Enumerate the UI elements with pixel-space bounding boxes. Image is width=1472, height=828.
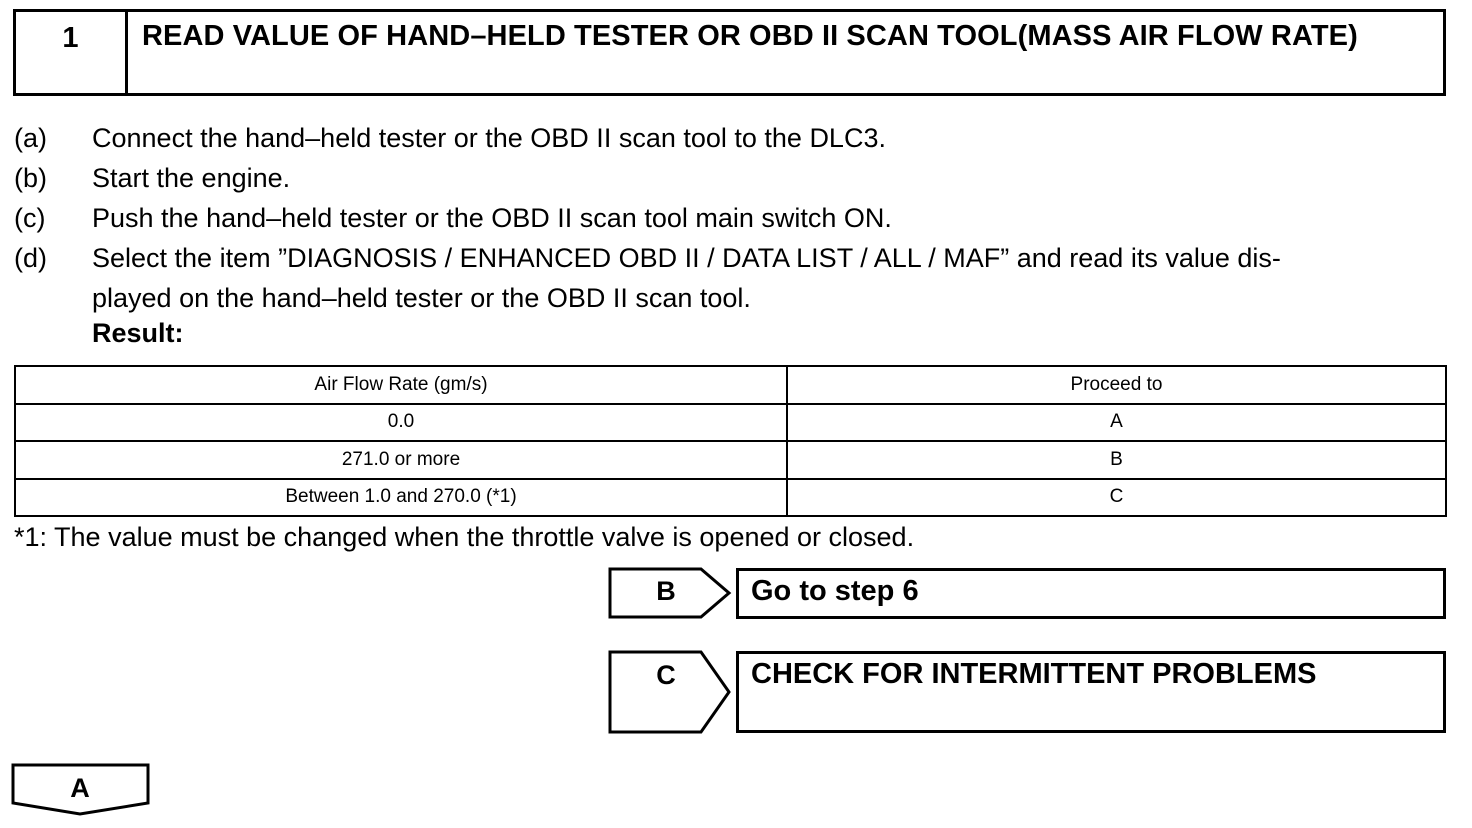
footnote: *1: The value must be changed when the throttle valve is opened or closed. — [14, 522, 915, 552]
step-title: READ VALUE OF HAND–HELD TESTER OR OBD II SCAN TOOL(MASS AIR FLOW RATE) — [142, 20, 1358, 52]
result-label: Result: — [92, 318, 184, 348]
step-header — [13, 9, 1446, 96]
instruction-text: Start the engine. — [92, 163, 291, 193]
branch-c-action: CHECK FOR INTERMITTENT PROBLEMS — [736, 651, 1446, 733]
branch-b-action: Go to step 6 — [736, 568, 1446, 619]
branch-a-letter: A — [70, 773, 90, 803]
table-cell: 0.0 — [15, 404, 787, 442]
table-header-row — [15, 366, 1446, 404]
instruction-text: Push the hand–held tester or the OBD II scan tool main switch ON. — [92, 203, 892, 233]
branch-c-letter: C — [656, 660, 676, 690]
table-cell: B — [787, 441, 1446, 479]
table-cell: C — [787, 479, 1446, 517]
table-header: Proceed to — [787, 366, 1446, 404]
result-table — [14, 365, 1447, 517]
instruction-mark: (a) — [14, 123, 47, 153]
table-row — [15, 479, 1446, 517]
table-cell: 271.0 or more — [15, 441, 787, 479]
table-cell: Between 1.0 and 270.0 (*1) — [15, 479, 787, 517]
branch-b-letter: B — [656, 576, 676, 606]
table-row — [15, 404, 1446, 442]
step-number: 1 — [16, 12, 128, 93]
table-header: Air Flow Rate (gm/s) — [15, 366, 787, 404]
instruction-text: played on the hand–held tester or the OBD II scan tool. — [92, 283, 751, 313]
instruction-mark: (c) — [14, 203, 46, 233]
instruction-text: Select the item ”DIAGNOSIS / ENHANCED OBD II / DATA LIST / ALL / MAF” and read its value dis- — [92, 243, 1281, 273]
instruction-mark: (d) — [14, 243, 47, 273]
instruction-text: Connect the hand–held tester or the OBD II scan tool to the DLC3. — [92, 123, 886, 153]
table-cell: A — [787, 404, 1446, 442]
table-row — [15, 441, 1446, 479]
instruction-mark: (b) — [14, 163, 47, 193]
